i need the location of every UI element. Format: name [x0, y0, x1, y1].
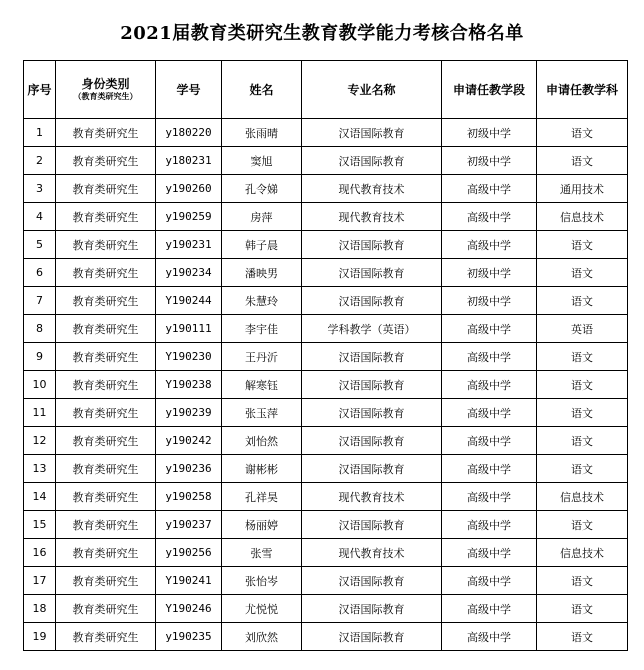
- cell-school-level: 初级中学: [442, 259, 537, 287]
- cell-name: 张玉萍: [222, 399, 302, 427]
- cell-category: 教育类研究生: [56, 427, 156, 455]
- cell-school-level: 高级中学: [442, 343, 537, 371]
- cell-subject: 语文: [537, 567, 628, 595]
- cell-subject: 语文: [537, 399, 628, 427]
- cell-name: 刘怡然: [222, 427, 302, 455]
- cell-major: 汉语国际教育: [302, 455, 442, 483]
- cell-student-id: y190231: [156, 231, 222, 259]
- header-row: [24, 61, 628, 119]
- cell-no: 17: [24, 567, 56, 595]
- table-row: [24, 567, 628, 595]
- cell-subject: 语文: [537, 455, 628, 483]
- cell-subject: 语文: [537, 231, 628, 259]
- cell-subject: 语文: [537, 623, 628, 651]
- cell-name: 韩子晨: [222, 231, 302, 259]
- cell-no: 13: [24, 455, 56, 483]
- col-header-category: [56, 61, 156, 119]
- cell-major: 现代教育技术: [302, 203, 442, 231]
- cell-school-level: 高级中学: [442, 455, 537, 483]
- cell-school-level: 高级中学: [442, 567, 537, 595]
- table-row: [24, 539, 628, 567]
- table-row: [24, 427, 628, 455]
- cell-student-id: y190235: [156, 623, 222, 651]
- cell-category: 教育类研究生: [56, 595, 156, 623]
- cell-no: 7: [24, 287, 56, 315]
- cell-no: 18: [24, 595, 56, 623]
- table-row: [24, 371, 628, 399]
- cell-name: 李宇佳: [222, 315, 302, 343]
- cell-student-id: y190239: [156, 399, 222, 427]
- col-header-student-id: 学号: [156, 61, 222, 119]
- cell-name: 谢彬彬: [222, 455, 302, 483]
- cell-subject: 通用技术: [537, 175, 628, 203]
- cell-name: 刘欣然: [222, 623, 302, 651]
- cell-major: 汉语国际教育: [302, 287, 442, 315]
- cell-no: 16: [24, 539, 56, 567]
- cell-subject: 英语: [537, 315, 628, 343]
- cell-school-level: 初级中学: [442, 147, 537, 175]
- cell-student-id: Y190238: [156, 371, 222, 399]
- cell-subject: 语文: [537, 511, 628, 539]
- cell-major: 汉语国际教育: [302, 119, 442, 147]
- cell-name: 尤悦悦: [222, 595, 302, 623]
- cell-subject: 信息技术: [537, 203, 628, 231]
- cell-student-id: y190242: [156, 427, 222, 455]
- cell-no: 8: [24, 315, 56, 343]
- cell-category: 教育类研究生: [56, 539, 156, 567]
- cell-category: 教育类研究生: [56, 231, 156, 259]
- cell-name: 张怡岑: [222, 567, 302, 595]
- cell-no: 11: [24, 399, 56, 427]
- cell-major: 汉语国际教育: [302, 595, 442, 623]
- cell-major: 汉语国际教育: [302, 511, 442, 539]
- cell-subject: 语文: [537, 343, 628, 371]
- cell-major: 汉语国际教育: [302, 147, 442, 175]
- col-header-subject: 申请任教学科: [537, 61, 628, 119]
- cell-name: 房萍: [222, 203, 302, 231]
- cell-school-level: 初级中学: [442, 119, 537, 147]
- qualified-list-table: [23, 60, 628, 651]
- cell-no: 9: [24, 343, 56, 371]
- cell-name: 解寒钰: [222, 371, 302, 399]
- cell-category: 教育类研究生: [56, 259, 156, 287]
- cell-subject: 语文: [537, 119, 628, 147]
- cell-category: 教育类研究生: [56, 567, 156, 595]
- cell-no: 3: [24, 175, 56, 203]
- cell-category: 教育类研究生: [56, 343, 156, 371]
- cell-student-id: y190256: [156, 539, 222, 567]
- table-row: [24, 511, 628, 539]
- cell-school-level: 高级中学: [442, 427, 537, 455]
- cell-category: 教育类研究生: [56, 147, 156, 175]
- col-header-no: 序号: [24, 61, 56, 119]
- cell-no: 6: [24, 259, 56, 287]
- cell-major: 汉语国际教育: [302, 567, 442, 595]
- cell-category: 教育类研究生: [56, 287, 156, 315]
- cell-category: 教育类研究生: [56, 623, 156, 651]
- cell-name: 孔令娣: [222, 175, 302, 203]
- cell-no: 10: [24, 371, 56, 399]
- cell-student-id: y190237: [156, 511, 222, 539]
- cell-no: 12: [24, 427, 56, 455]
- col-header-major: 专业名称: [302, 61, 442, 119]
- cell-name: 王丹沂: [222, 343, 302, 371]
- cell-school-level: 高级中学: [442, 483, 537, 511]
- page-title: 2021届教育类研究生教育教学能力考核合格名单: [120, 23, 524, 44]
- col-header-category-label: 身份类别: [81, 77, 130, 91]
- cell-no: 19: [24, 623, 56, 651]
- table-row: [24, 483, 628, 511]
- cell-name: 潘映男: [222, 259, 302, 287]
- cell-no: 2: [24, 147, 56, 175]
- cell-student-id: y190259: [156, 203, 222, 231]
- cell-no: 4: [24, 203, 56, 231]
- table-row: [24, 287, 628, 315]
- cell-student-id: Y190241: [156, 567, 222, 595]
- table-row: [24, 455, 628, 483]
- cell-name: 张雨晴: [222, 119, 302, 147]
- table-row: [24, 119, 628, 147]
- table-row: [24, 399, 628, 427]
- cell-category: 教育类研究生: [56, 511, 156, 539]
- cell-major: 汉语国际教育: [302, 371, 442, 399]
- cell-major: 汉语国际教育: [302, 399, 442, 427]
- cell-school-level: 高级中学: [442, 539, 537, 567]
- cell-subject: 信息技术: [537, 483, 628, 511]
- cell-subject: 语文: [537, 595, 628, 623]
- cell-major: 汉语国际教育: [302, 623, 442, 651]
- cell-school-level: 高级中学: [442, 203, 537, 231]
- col-header-name: 姓名: [222, 61, 302, 119]
- cell-no: 14: [24, 483, 56, 511]
- cell-student-id: y190111: [156, 315, 222, 343]
- cell-category: 教育类研究生: [56, 119, 156, 147]
- table-row: [24, 231, 628, 259]
- cell-school-level: 高级中学: [442, 595, 537, 623]
- cell-major: 汉语国际教育: [302, 427, 442, 455]
- cell-student-id: y180220: [156, 119, 222, 147]
- cell-student-id: y190258: [156, 483, 222, 511]
- table-row: [24, 175, 628, 203]
- cell-no: 5: [24, 231, 56, 259]
- cell-subject: 语文: [537, 427, 628, 455]
- cell-major: 汉语国际教育: [302, 259, 442, 287]
- cell-name: 窦旭: [222, 147, 302, 175]
- cell-category: 教育类研究生: [56, 371, 156, 399]
- table-row: [24, 259, 628, 287]
- cell-student-id: y190236: [156, 455, 222, 483]
- table-header: [24, 61, 628, 119]
- cell-school-level: 高级中学: [442, 623, 537, 651]
- cell-subject: 语文: [537, 147, 628, 175]
- cell-major: 汉语国际教育: [302, 231, 442, 259]
- cell-school-level: 高级中学: [442, 315, 537, 343]
- cell-name: 杨丽婷: [222, 511, 302, 539]
- table-row: [24, 595, 628, 623]
- col-header-category-sub: （教育类研究生）: [73, 92, 138, 101]
- cell-school-level: 高级中学: [442, 371, 537, 399]
- cell-major: 现代教育技术: [302, 175, 442, 203]
- cell-category: 教育类研究生: [56, 175, 156, 203]
- cell-name: 朱慧玲: [222, 287, 302, 315]
- col-header-school-level: 申请任教学段: [442, 61, 537, 119]
- table-row: [24, 147, 628, 175]
- cell-student-id: y190260: [156, 175, 222, 203]
- cell-name: 孔祥昊: [222, 483, 302, 511]
- cell-school-level: 高级中学: [442, 175, 537, 203]
- table-row: [24, 623, 628, 651]
- cell-school-level: 高级中学: [442, 511, 537, 539]
- cell-subject: 语文: [537, 371, 628, 399]
- table-body: [24, 119, 628, 651]
- cell-name: 张雪: [222, 539, 302, 567]
- cell-category: 教育类研究生: [56, 399, 156, 427]
- cell-no: 1: [24, 119, 56, 147]
- cell-subject: 语文: [537, 287, 628, 315]
- cell-student-id: Y190246: [156, 595, 222, 623]
- cell-student-id: Y190244: [156, 287, 222, 315]
- cell-major: 学科教学（英语）: [302, 315, 442, 343]
- cell-student-id: y190234: [156, 259, 222, 287]
- cell-category: 教育类研究生: [56, 483, 156, 511]
- cell-major: 现代教育技术: [302, 483, 442, 511]
- cell-school-level: 初级中学: [442, 287, 537, 315]
- cell-category: 教育类研究生: [56, 315, 156, 343]
- cell-student-id: y180231: [156, 147, 222, 175]
- cell-subject: 语文: [537, 259, 628, 287]
- cell-student-id: Y190230: [156, 343, 222, 371]
- cell-school-level: 高级中学: [442, 231, 537, 259]
- cell-no: 15: [24, 511, 56, 539]
- cell-major: 现代教育技术: [302, 539, 442, 567]
- cell-category: 教育类研究生: [56, 455, 156, 483]
- table-row: [24, 315, 628, 343]
- cell-major: 汉语国际教育: [302, 343, 442, 371]
- table-row: [24, 343, 628, 371]
- table-row: [24, 203, 628, 231]
- cell-subject: 信息技术: [537, 539, 628, 567]
- cell-school-level: 高级中学: [442, 399, 537, 427]
- cell-category: 教育类研究生: [56, 203, 156, 231]
